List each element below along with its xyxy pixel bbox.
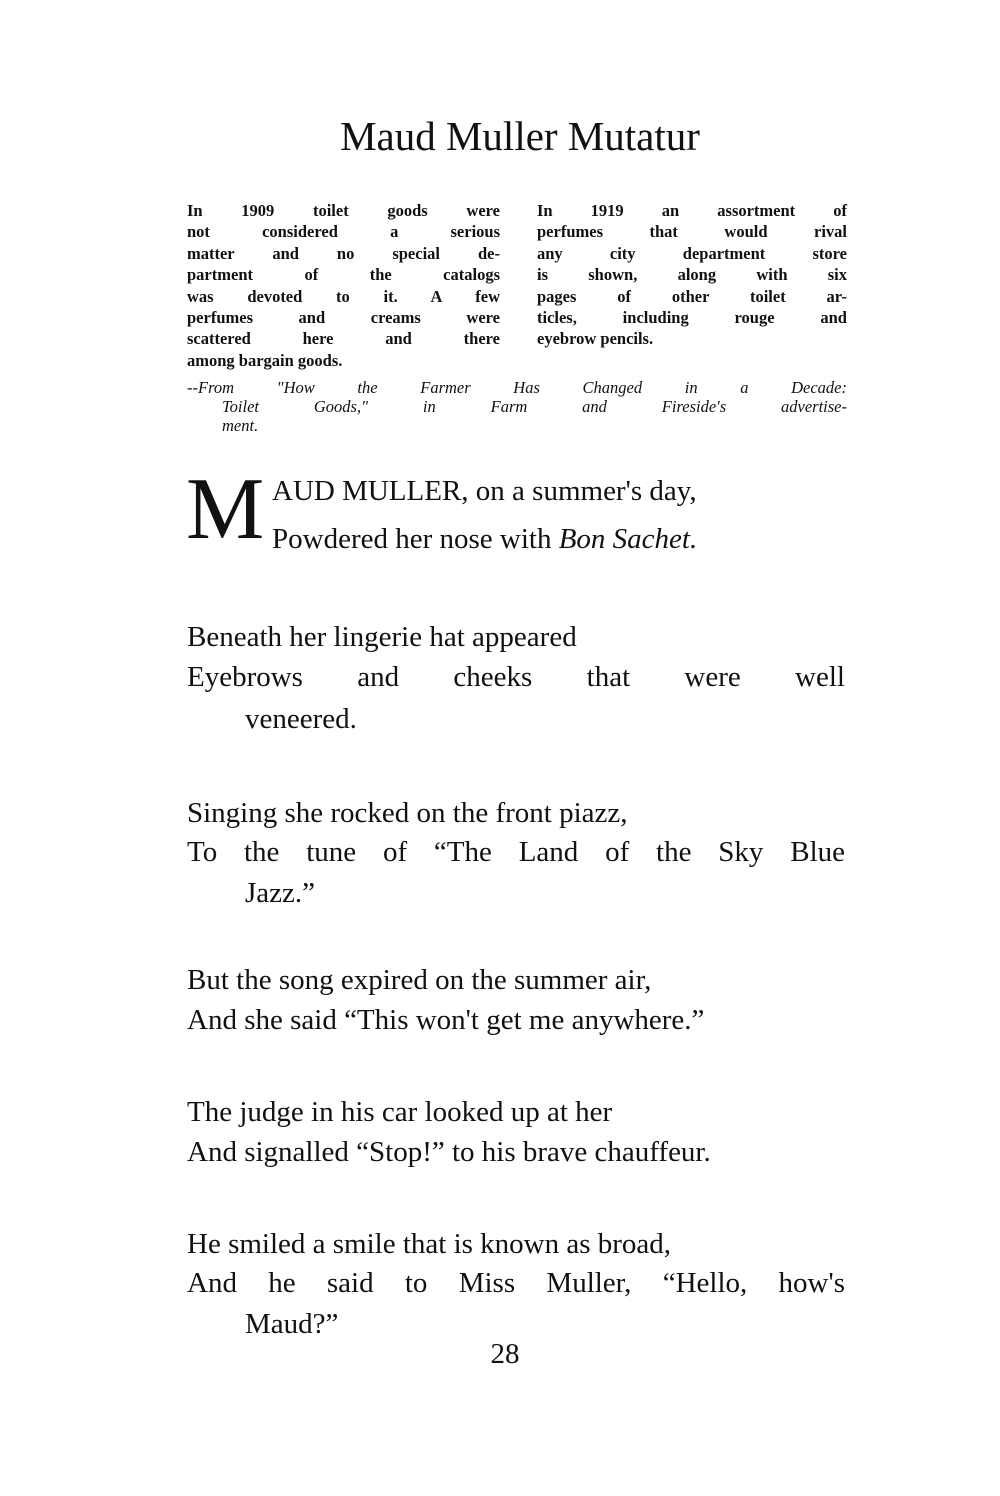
product-name: Bon Sachet. <box>558 523 698 555</box>
poem-line: Jazz.” <box>245 877 316 909</box>
poem-line: Beneath her lingerie hat appeared <box>187 621 577 653</box>
epigraph-line: scattered here and there <box>187 329 500 349</box>
poem-line <box>272 522 697 556</box>
poem-line: But the song expired on the summer air, <box>187 964 652 996</box>
epigraph-right-column <box>537 200 847 350</box>
poem-line: And signalled “Stop!” to his brave chauffeur. <box>187 1136 711 1168</box>
epigraph-line: matter and no special de- <box>187 243 500 263</box>
poem-line: And she said “This won't get me anywhere.” <box>187 1004 705 1036</box>
poem-line-text: Powdered her nose with <box>272 523 559 555</box>
epigraph-line: perfumes that would rival <box>537 222 847 242</box>
citation-line: --From "How the Farmer Has Changed in a Decade: <box>187 378 847 397</box>
epigraph-line: among bargain goods. <box>187 350 343 370</box>
epigraph-line: eyebrow pencils. <box>537 329 654 349</box>
epigraph-citation <box>187 378 847 435</box>
poem-line: The judge in his car looked up at her <box>187 1096 613 1128</box>
page-title: Maud Muller Mutatur <box>340 113 700 159</box>
epigraph-line: ticles, including rouge and <box>537 308 847 328</box>
poem-line: veneered. <box>245 703 357 735</box>
epigraph-line: In 1909 toilet goods were <box>187 201 500 220</box>
epigraph-line: any city department store <box>537 243 847 263</box>
epigraph-left-column <box>187 200 500 371</box>
drop-cap: M <box>186 461 265 558</box>
epigraph-line: perfumes and creams were <box>187 308 500 328</box>
epigraph-line: In 1919 an assortment of <box>537 201 847 220</box>
poem-line: AUD MULLER, on a summer's day, <box>272 475 697 507</box>
poem-line: Maud?” <box>245 1308 339 1340</box>
epigraph-line: not considered a serious <box>187 222 500 242</box>
poem-line: To the tune of “The Land of the Sky Blue <box>187 836 845 868</box>
poem-line: Singing she rocked on the front piazz, <box>187 797 628 829</box>
citation-line: Toilet Goods," in Farm and Fireside's advertise- <box>222 397 847 416</box>
epigraph-line: is shown, along with six <box>537 265 847 285</box>
poem-line: Eyebrows and cheeks that were well <box>187 661 845 693</box>
poem-line: He smiled a smile that is known as broad, <box>187 1228 672 1260</box>
epigraph-line: pages of other toilet ar- <box>537 286 847 306</box>
page-number: 28 <box>490 1338 520 1370</box>
epigraph-line: was devoted to it. A few <box>187 286 500 306</box>
citation-line: ment. <box>222 416 259 435</box>
epigraph-line: partment of the catalogs <box>187 265 500 285</box>
poem-line: And he said to Miss Muller, “Hello, how's <box>187 1267 845 1299</box>
